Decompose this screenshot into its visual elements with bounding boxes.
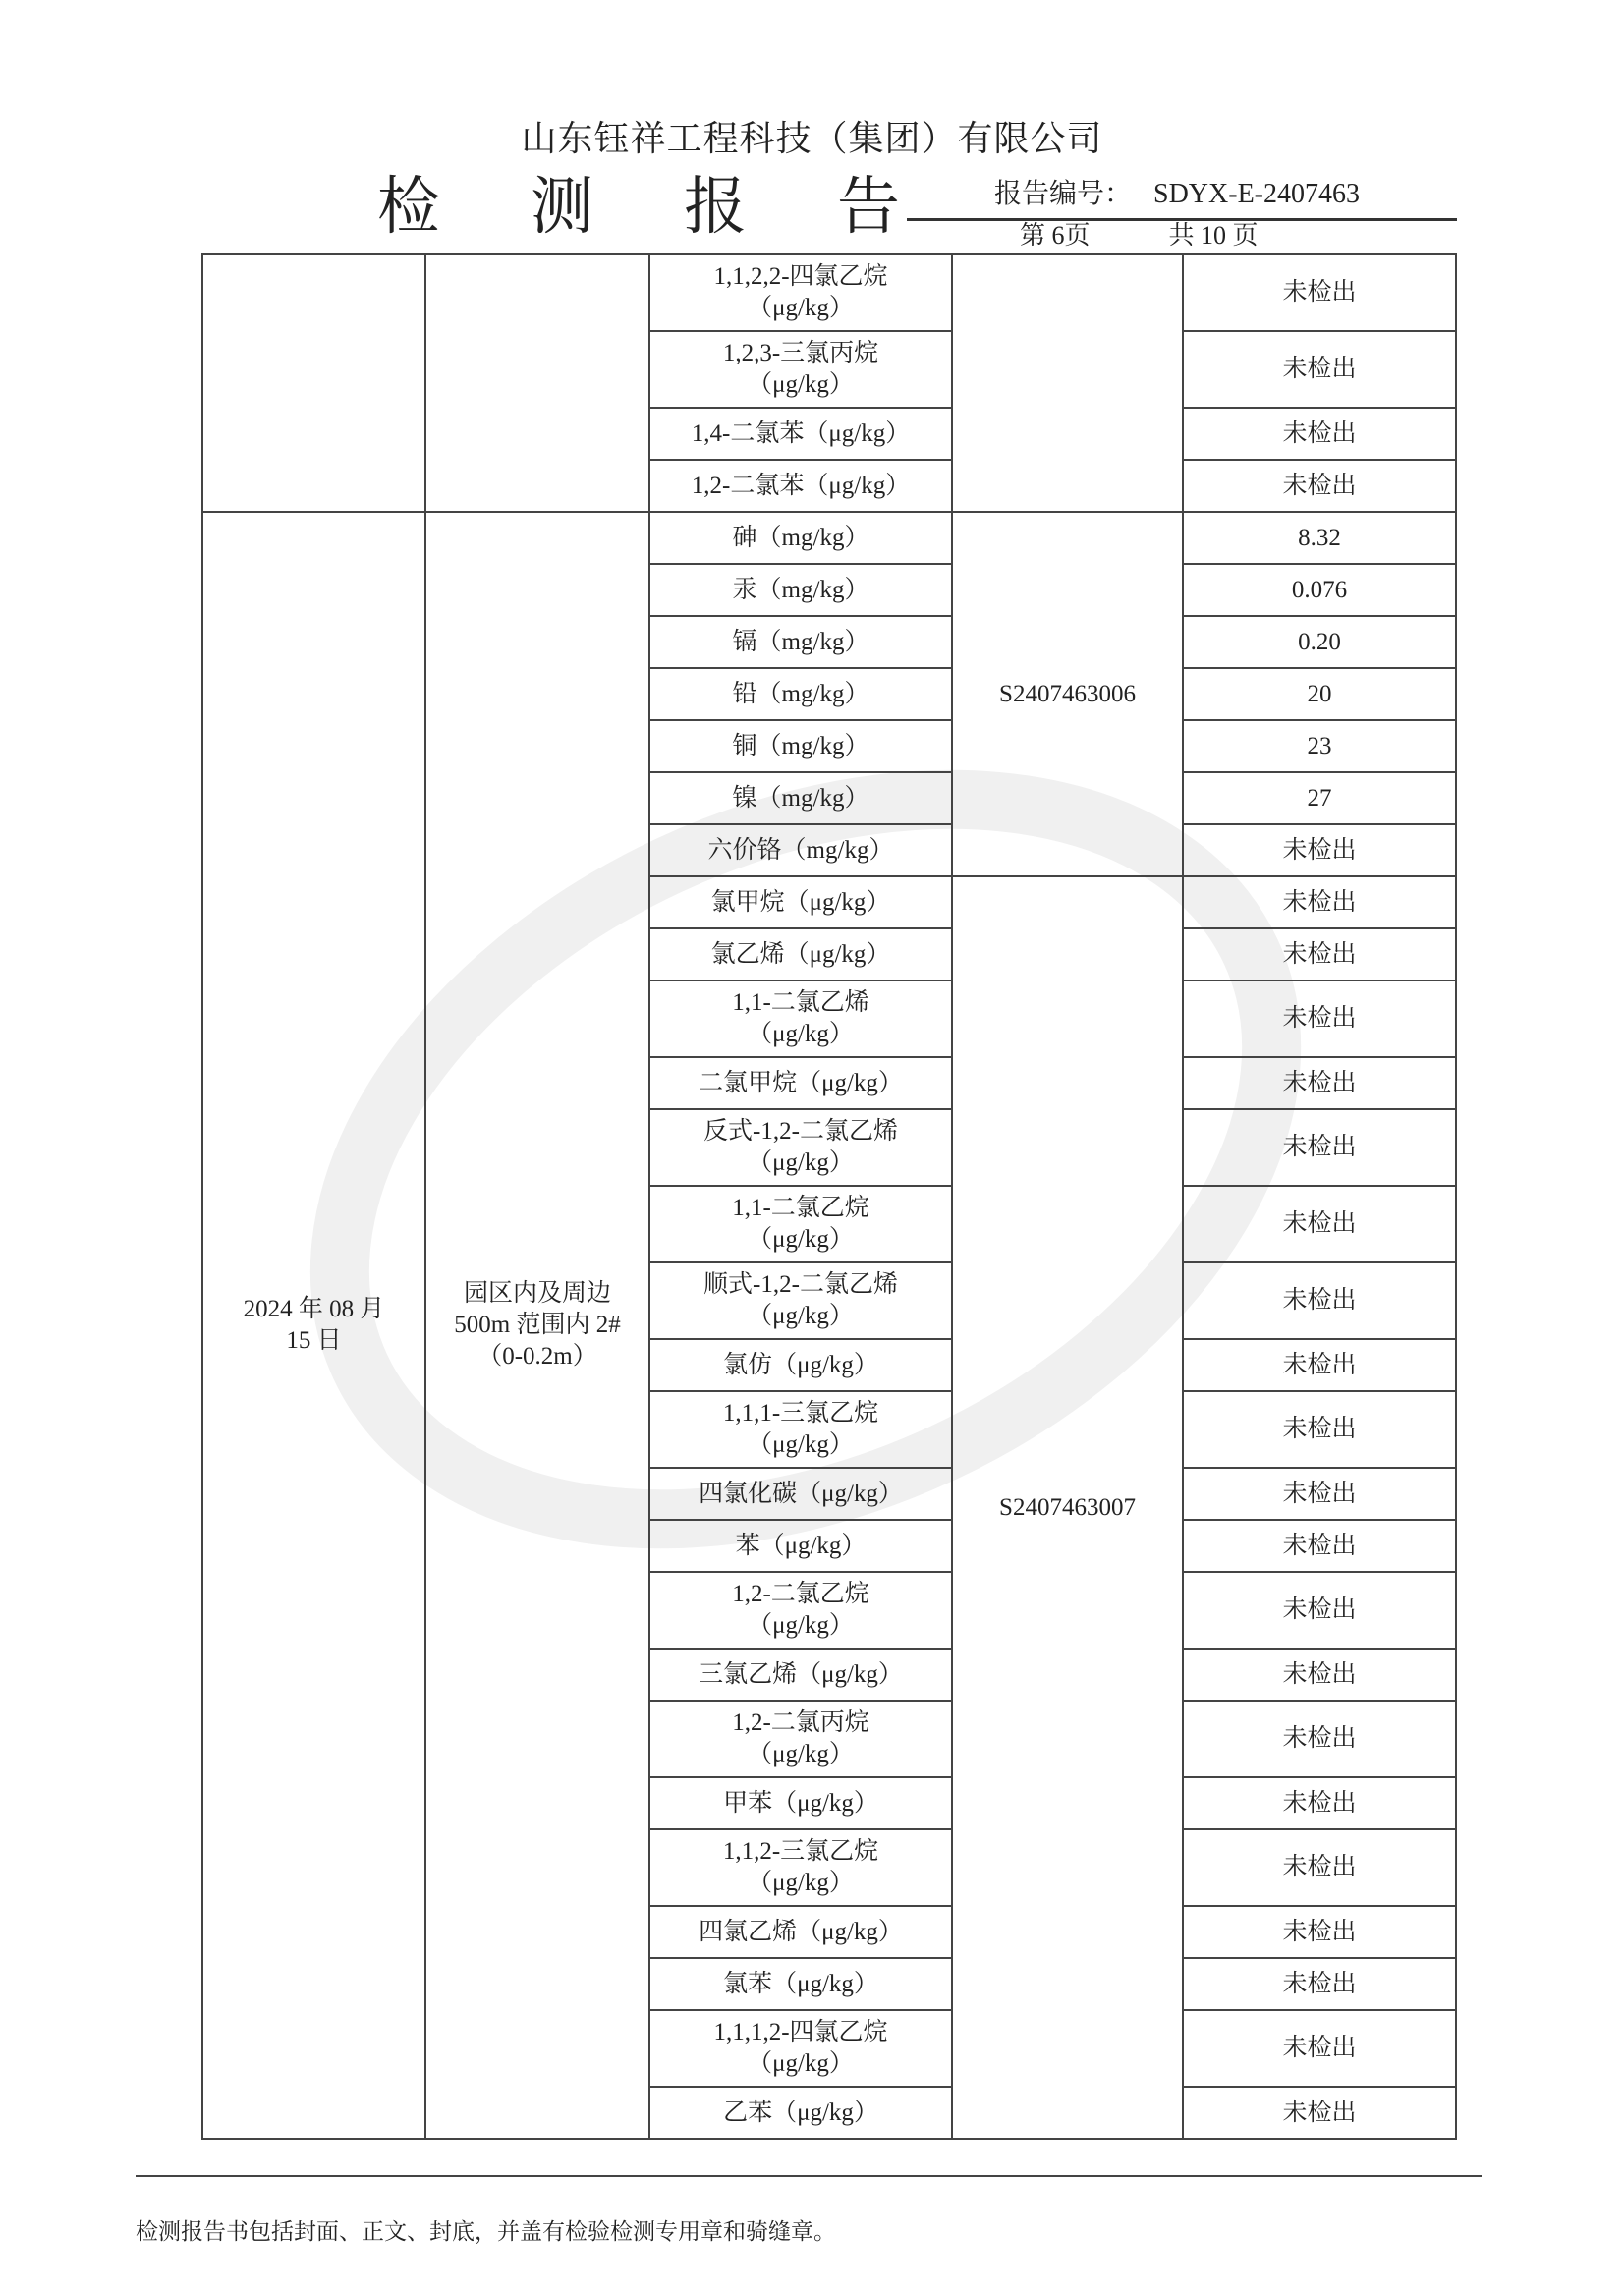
test-result: 0.076 bbox=[1183, 564, 1456, 616]
test-item: 氯仿（μg/kg） bbox=[649, 1339, 952, 1391]
test-item: 1,1,1,2-四氯乙烷 （μg/kg） bbox=[649, 2010, 952, 2087]
test-result: 未检出 bbox=[1183, 876, 1456, 928]
test-item: 四氯化碳（μg/kg） bbox=[649, 1468, 952, 1520]
page-info bbox=[1020, 222, 1259, 250]
test-result: 未检出 bbox=[1183, 1057, 1456, 1109]
test-result: 未检出 bbox=[1183, 1468, 1456, 1520]
test-item: 氯乙烯（μg/kg） bbox=[649, 928, 952, 980]
sample-id: S2407463007 bbox=[952, 876, 1183, 2139]
test-item: 1,2,3-三氯丙烷 （μg/kg） bbox=[649, 331, 952, 408]
test-item: 1,2-二氯乙烷 （μg/kg） bbox=[649, 1572, 952, 1649]
test-item: 镉（mg/kg） bbox=[649, 616, 952, 668]
test-item: 二氯甲烷（μg/kg） bbox=[649, 1057, 952, 1109]
company-name: 山东钰祥工程科技（集团）有限公司 bbox=[521, 119, 1103, 158]
test-item: 1,1,2,2-四氯乙烷 （μg/kg） bbox=[649, 254, 952, 331]
test-item: 顺式-1,2-二氯乙烯 （μg/kg） bbox=[649, 1262, 952, 1339]
table-row bbox=[202, 254, 1456, 331]
sampling-date bbox=[202, 254, 425, 512]
sampling-date: 2024 年 08 月 15 日 bbox=[202, 512, 425, 2139]
test-item: 镍（mg/kg） bbox=[649, 772, 952, 824]
table-row bbox=[202, 512, 1456, 564]
test-result: 未检出 bbox=[1183, 1339, 1456, 1391]
page-total: 共 10 页 bbox=[1168, 221, 1259, 250]
footer-divider bbox=[136, 2175, 1482, 2177]
test-result: 未检出 bbox=[1183, 1701, 1456, 1777]
test-result: 20 bbox=[1183, 668, 1456, 720]
test-result: 未检出 bbox=[1183, 980, 1456, 1057]
sampling-location bbox=[425, 254, 649, 512]
report-title: 检 测 报 告 bbox=[377, 172, 937, 242]
test-result: 未检出 bbox=[1183, 2010, 1456, 2087]
sample-id bbox=[952, 254, 1183, 512]
test-result: 未检出 bbox=[1183, 254, 1456, 331]
test-item: 1,1,1-三氯乙烷 （μg/kg） bbox=[649, 1391, 952, 1468]
test-result: 未检出 bbox=[1183, 1777, 1456, 1829]
sampling-location: 园区内及周边 500m 范围内 2# （0-0.2m） bbox=[425, 512, 649, 2139]
report-number bbox=[994, 179, 1360, 210]
test-item: 四氯乙烯（μg/kg） bbox=[649, 1906, 952, 1958]
test-result: 0.20 bbox=[1183, 616, 1456, 668]
test-result: 未检出 bbox=[1183, 1262, 1456, 1339]
test-item: 乙苯（μg/kg） bbox=[649, 2087, 952, 2139]
test-result: 未检出 bbox=[1183, 2087, 1456, 2139]
sample-id: S2407463006 bbox=[952, 512, 1183, 876]
test-item: 六价铬（mg/kg） bbox=[649, 824, 952, 876]
test-item: 1,1,2-三氯乙烷 （μg/kg） bbox=[649, 1829, 952, 1906]
test-item: 1,1-二氯乙烷 （μg/kg） bbox=[649, 1186, 952, 1262]
test-result: 未检出 bbox=[1183, 408, 1456, 460]
test-result: 未检出 bbox=[1183, 1958, 1456, 2010]
test-item: 反式-1,2-二氯乙烯 （μg/kg） bbox=[649, 1109, 952, 1186]
test-item: 砷（mg/kg） bbox=[649, 512, 952, 564]
test-result: 8.32 bbox=[1183, 512, 1456, 564]
test-result: 27 bbox=[1183, 772, 1456, 824]
test-result: 未检出 bbox=[1183, 1906, 1456, 1958]
test-result: 未检出 bbox=[1183, 1391, 1456, 1468]
report-number-value: SDYX-E-2407463 bbox=[1153, 179, 1361, 209]
test-result: 未检出 bbox=[1183, 1186, 1456, 1262]
test-result: 未检出 bbox=[1183, 1109, 1456, 1186]
page-current: 第 6页 bbox=[1020, 221, 1091, 250]
test-item: 1,4-二氯苯（μg/kg） bbox=[649, 408, 952, 460]
test-item: 铜（mg/kg） bbox=[649, 720, 952, 772]
test-result: 未检出 bbox=[1183, 1572, 1456, 1649]
test-item: 铅（mg/kg） bbox=[649, 668, 952, 720]
test-item: 汞（mg/kg） bbox=[649, 564, 952, 616]
test-result: 23 bbox=[1183, 720, 1456, 772]
footer-note: 检测报告书包括封面、正文、封底，并盖有检验检测专用章和骑缝章。 bbox=[136, 2219, 836, 2244]
report-number-label: 报告编号： bbox=[994, 179, 1133, 209]
test-item: 1,2-二氯苯（μg/kg） bbox=[649, 460, 952, 512]
test-result: 未检出 bbox=[1183, 1829, 1456, 1906]
test-result: 未检出 bbox=[1183, 1520, 1456, 1572]
test-item: 氯甲烷（μg/kg） bbox=[649, 876, 952, 928]
test-result: 未检出 bbox=[1183, 824, 1456, 876]
test-result: 未检出 bbox=[1183, 331, 1456, 408]
test-result: 未检出 bbox=[1183, 1649, 1456, 1701]
test-item: 苯（μg/kg） bbox=[649, 1520, 952, 1572]
results-table bbox=[201, 253, 1457, 2140]
test-item: 1,1-二氯乙烯 （μg/kg） bbox=[649, 980, 952, 1057]
test-item: 氯苯（μg/kg） bbox=[649, 1958, 952, 2010]
test-result: 未检出 bbox=[1183, 460, 1456, 512]
test-item: 甲苯（μg/kg） bbox=[649, 1777, 952, 1829]
test-item: 1,2-二氯丙烷 （μg/kg） bbox=[649, 1701, 952, 1777]
test-item: 三氯乙烯（μg/kg） bbox=[649, 1649, 952, 1701]
test-result: 未检出 bbox=[1183, 928, 1456, 980]
